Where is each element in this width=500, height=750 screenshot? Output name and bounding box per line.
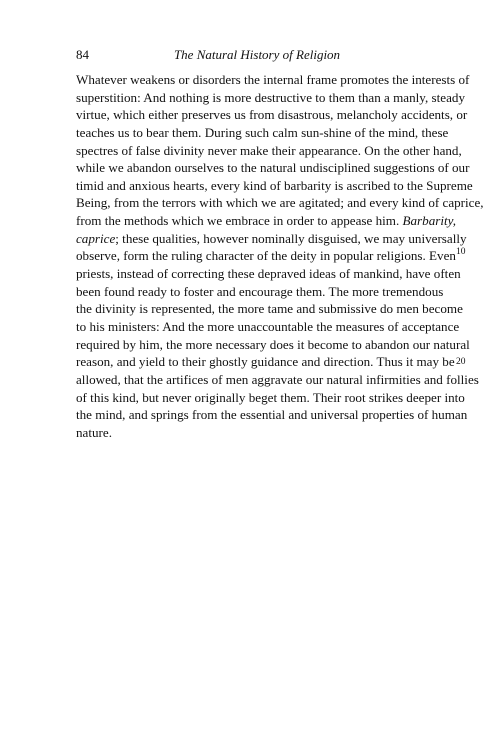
text-line-11: observe, form the ruling character of the deity in popular religions. Even <box>76 248 456 264</box>
text-line-3: virtue, which either preserves us from disastrous, melancholy accidents, or <box>76 107 468 123</box>
text-line-8: Being, from the terrors with which we are agitated; and every kind of caprice, <box>76 195 484 211</box>
text-line-21: nature. <box>76 424 112 440</box>
text-line-9 <box>76 212 456 230</box>
text-line-20: the mind, and springs from the essential and universal properties of human <box>76 407 468 423</box>
page-number: 84 <box>76 47 89 62</box>
italic-barbarity: Barbarity, <box>402 213 456 229</box>
text-line-15: to his ministers: And the more unaccountable the measures of acceptance <box>76 318 460 334</box>
text-line-10-roman: ; these qualities, however nominally disguised, we may universally <box>115 230 467 246</box>
text-line-18: allowed, that the artifices of men aggravate our natural infirmities and follies <box>76 371 479 387</box>
text-line-9-roman: from the methods which we embrace in order to appease him. <box>76 213 403 229</box>
text-line-1: Whatever weakens or disorders the internal frame promotes the interests of <box>76 72 470 87</box>
text-line-19: of this kind, but never originally beget them. Their root strikes deeper into <box>76 389 465 405</box>
text-line-10 <box>76 230 467 248</box>
text-line-4: teaches us to bear them. During such calm sun-shine of the mind, these <box>76 124 449 140</box>
text-line-5: spectres of false divinity never make their appearance. On the other hand, <box>76 142 462 158</box>
text-line-7: timid and anxious hearts, every kind of barbarity is ascribed to the Supreme <box>76 177 473 193</box>
line-number-20: 20 <box>456 357 466 367</box>
line-number-10: 10 <box>456 247 466 257</box>
italic-caprice: caprice <box>76 230 116 246</box>
text-line-16: required by him, the more necessary does it become to abandon our natural <box>76 336 470 352</box>
text-line-14: the divinity is represented, the more tame and submissive do men become <box>76 301 463 317</box>
text-line-6: while we abandon ourselves to the natural undisciplined suggestions of our <box>76 160 470 176</box>
text-line-12: priests, instead of correcting these depraved ideas of mankind, have often <box>76 266 461 282</box>
running-head: The Natural History of Religion <box>173 47 341 62</box>
text-line-13: been found ready to foster and encourage them. The more tremendous <box>76 283 444 299</box>
text-line-2: superstition: And nothing is more destructive to them than a manly, steady <box>76 89 465 105</box>
text-line-17: reason, and yield to their ghostly guidance and direction. Thus it may be <box>76 354 455 370</box>
